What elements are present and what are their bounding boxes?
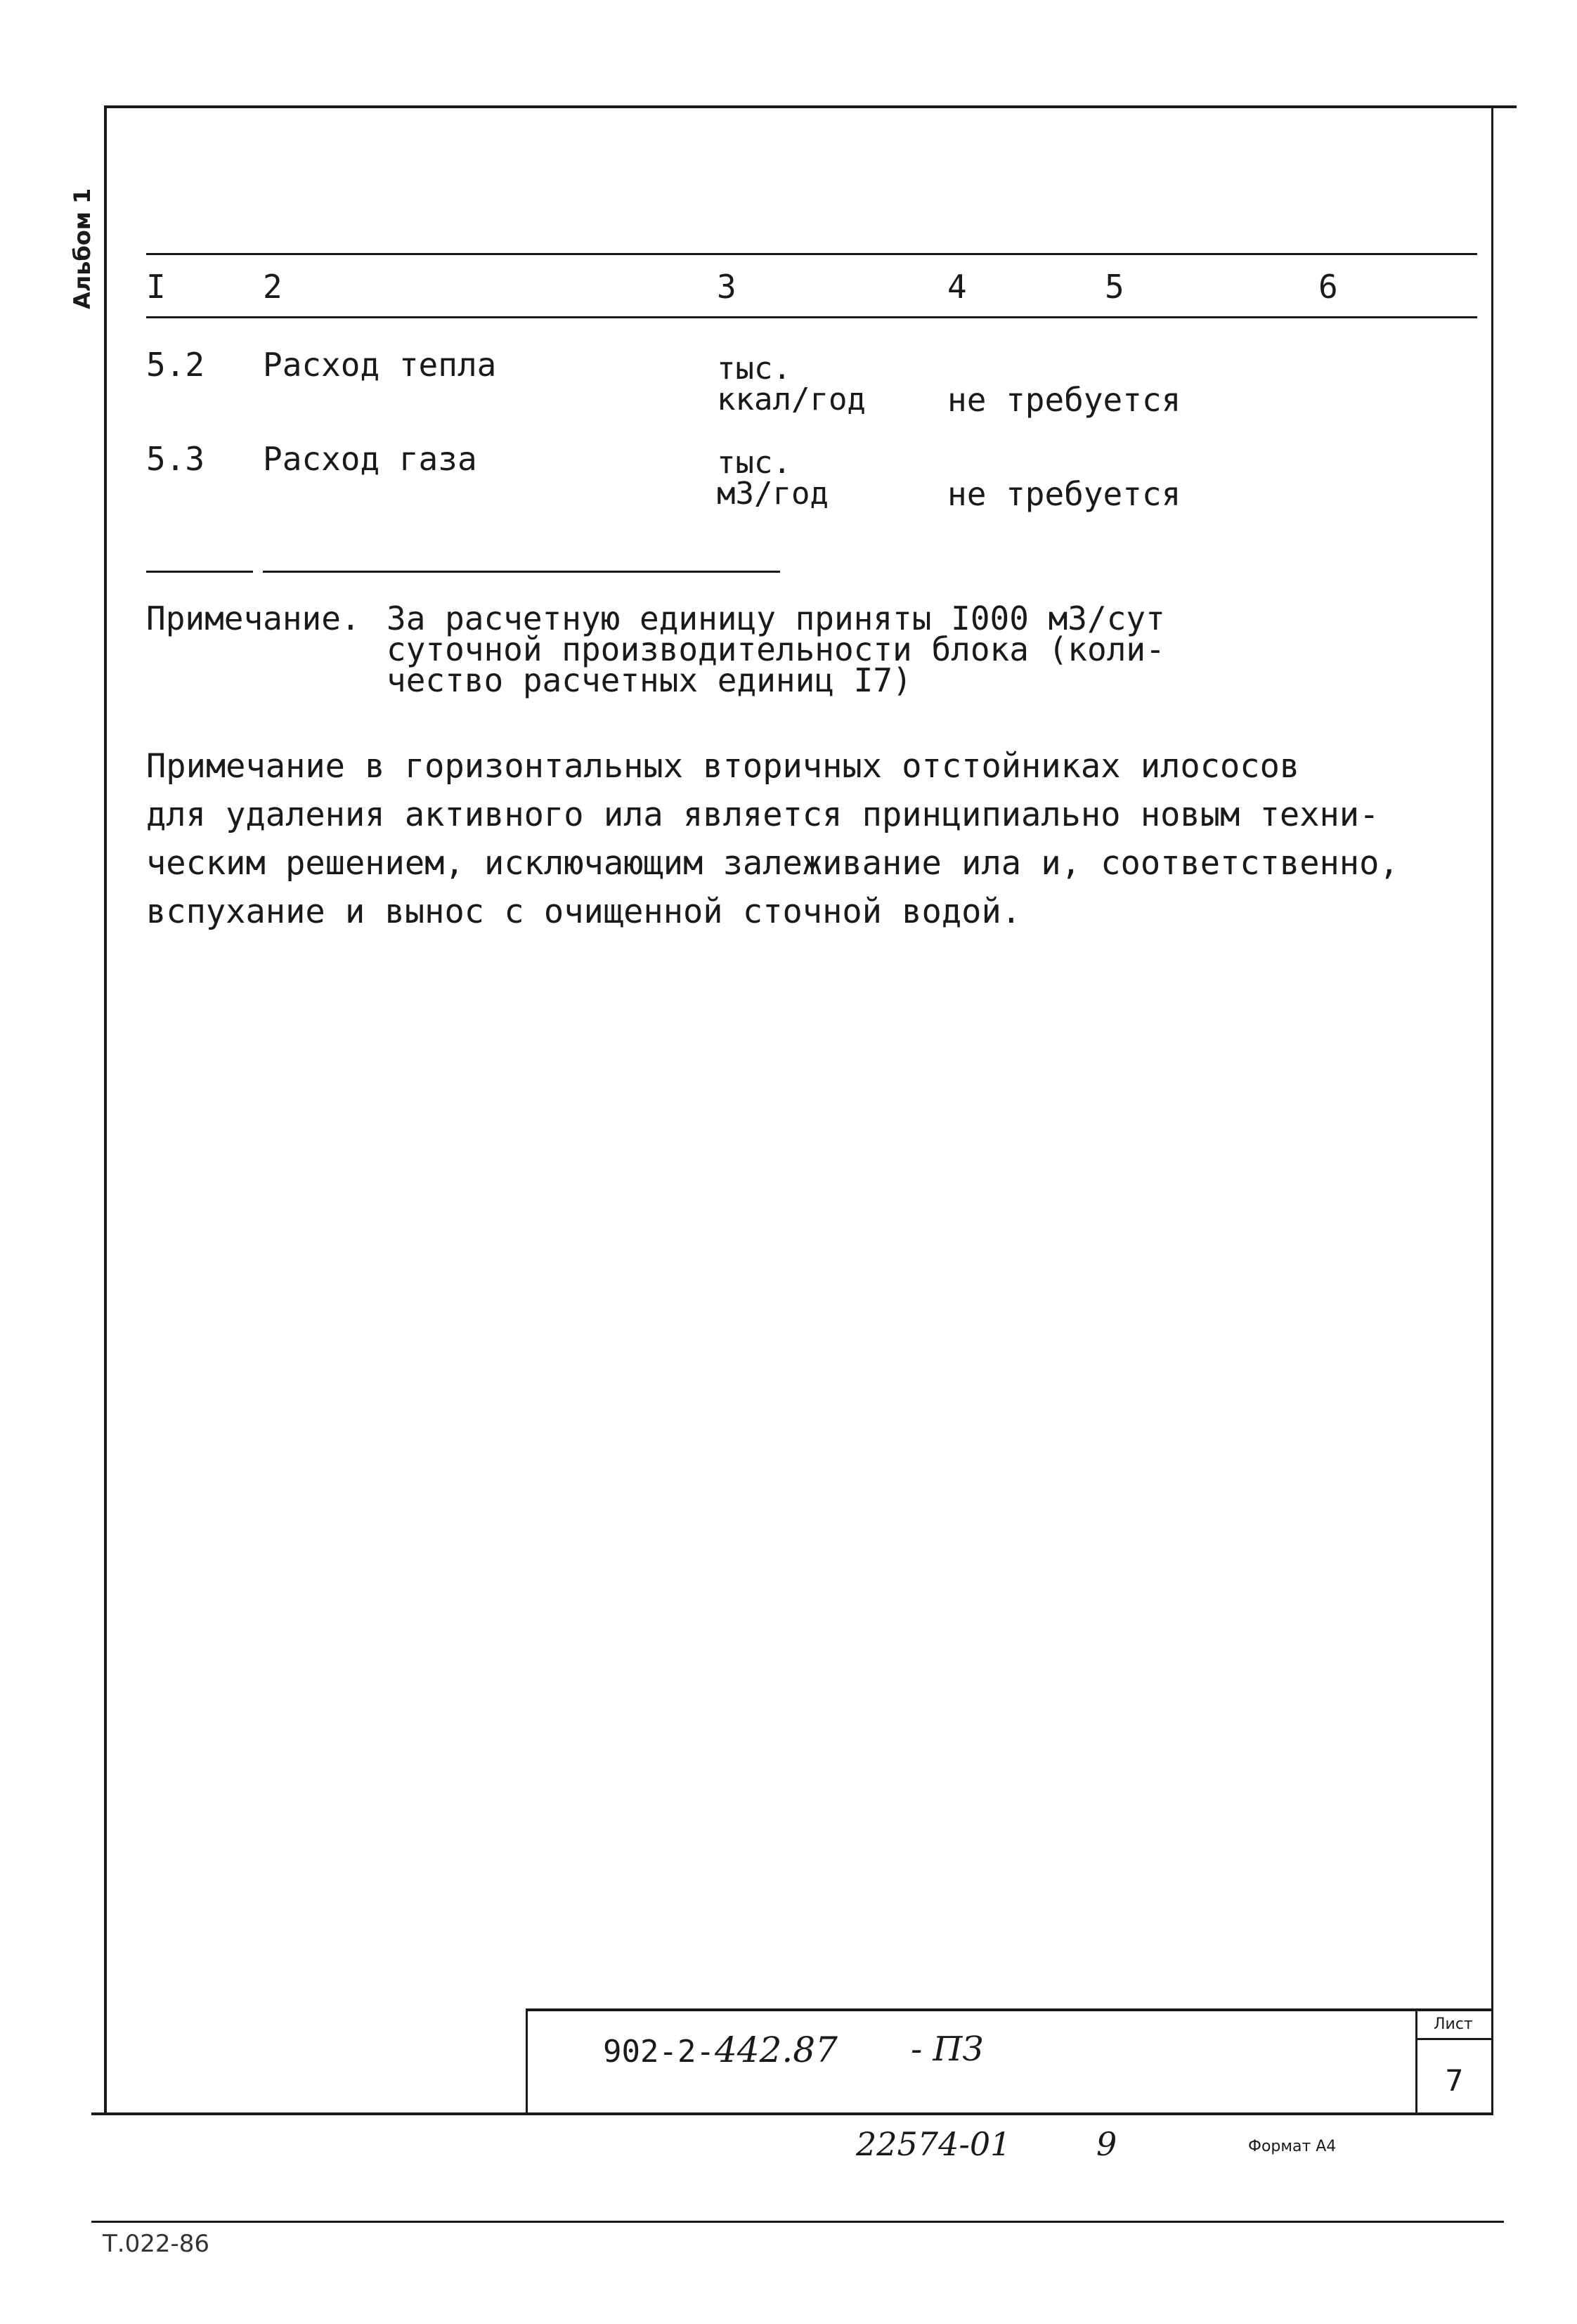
sheet-number: 7 (1445, 2063, 1464, 2098)
footnote-line: чество расчетных единиц I7) (387, 661, 912, 699)
row-unit-line2: ккал/год (717, 382, 866, 417)
col-header-1: I (146, 268, 166, 306)
row-value: не требуется (947, 381, 1181, 419)
doc-code-printed: 902-2- (603, 2034, 715, 2070)
paragraph-line: вспухание и вынос с очищенной сточной водой. (146, 892, 1022, 931)
doc-code (603, 2030, 838, 2070)
inventory-number: 22574-01 (856, 2125, 1011, 2163)
footnote-line: суточной производительности блока (коли- (387, 630, 1165, 668)
sheet-label: Лист (1434, 2015, 1473, 2033)
stamp-sheet-divider (1415, 2008, 1417, 2115)
paragraph-line: Примечание в горизонтальных вторичных отстойниках илососов (146, 747, 1300, 786)
col-header-6: 6 (1318, 268, 1338, 306)
album-side-label: Альбом 1 (69, 188, 96, 309)
format-label: Формат А4 (1248, 2138, 1337, 2155)
frame-left-border (104, 105, 107, 2115)
col-header-3: 3 (717, 268, 736, 306)
copy-number: 9 (1096, 2125, 1117, 2163)
footnote-label: Примечание. (146, 599, 361, 637)
col-header-2: 2 (263, 268, 283, 306)
stamp-left-border (526, 2008, 528, 2115)
footnote-separator-long (263, 571, 780, 573)
row-unit-line1: тыс. (717, 351, 791, 387)
row-number: 5.2 (146, 346, 205, 384)
frame-top-border (104, 105, 1517, 108)
row-value: не требуется (947, 475, 1181, 513)
col-header-5: 5 (1105, 268, 1124, 306)
table-top-rule (146, 253, 1477, 255)
stamp-top-border (526, 2008, 1491, 2011)
row-number: 5.3 (146, 440, 205, 478)
doc-suffix: - ПЗ (911, 2030, 984, 2069)
frame-bottom-border (91, 2112, 1493, 2115)
row-unit-line2: м3/год (717, 476, 829, 512)
table-header-rule (146, 316, 1477, 318)
row-unit-line1: тыс. (717, 445, 791, 481)
paragraph-line: ческим решением, исключающим залеживание ила и, соответственно, (146, 844, 1399, 883)
form-code: Т.022-86 (103, 2230, 210, 2258)
frame-right-border (1491, 105, 1493, 2115)
footnote-separator-short (146, 571, 253, 573)
row-name: Расход газа (263, 440, 477, 478)
paragraph-line: для удаления активного ила является принципиально новым техни- (146, 796, 1380, 834)
doc-code-handwritten: 442.87 (714, 2030, 838, 2070)
row-name: Расход тепла (263, 346, 497, 384)
stamp-sheet-rule (1415, 2038, 1493, 2040)
bottom-rule (91, 2221, 1504, 2223)
footnote-line: За расчетную единицу приняты I000 м3/сут (387, 599, 1165, 637)
col-header-4: 4 (947, 268, 967, 306)
